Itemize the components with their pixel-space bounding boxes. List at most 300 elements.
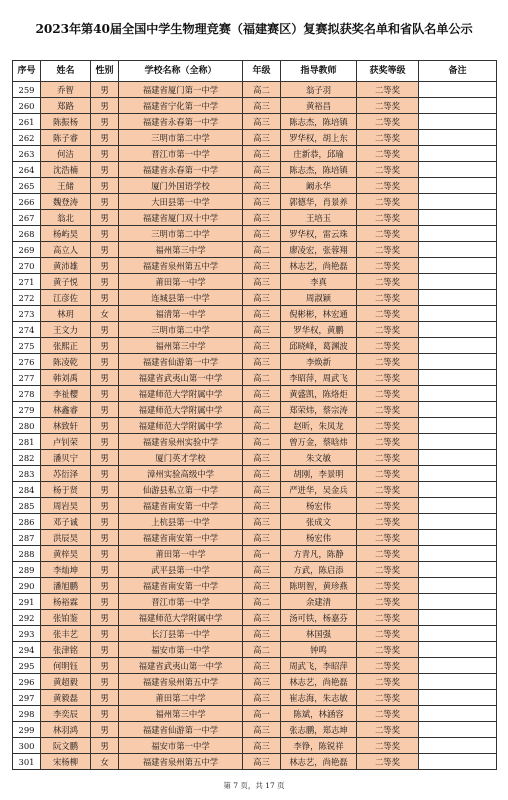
cell-grade: 高三 — [243, 562, 281, 578]
table-row — [13, 178, 497, 194]
cell-index: 290 — [13, 578, 41, 594]
table-row — [13, 754, 497, 770]
table-row — [13, 306, 497, 322]
table-row — [13, 130, 497, 146]
cell-teacher: 张志鹏，郑志坤 — [281, 722, 357, 738]
cell-school: 三明市第二中学 — [119, 322, 243, 338]
cell-gender: 男 — [91, 338, 119, 354]
cell-note — [419, 258, 497, 274]
cell-name: 卢钊荣 — [41, 434, 91, 450]
cell-grade: 高三 — [243, 674, 281, 690]
cell-gender: 男 — [91, 130, 119, 146]
cell-grade: 高三 — [243, 530, 281, 546]
cell-grade: 高三 — [243, 146, 281, 162]
cell-school: 福建师范大学附属中学 — [119, 610, 243, 626]
cell-note — [419, 242, 497, 258]
cell-note — [419, 674, 497, 690]
header-award: 获奖等级 — [357, 61, 419, 82]
cell-teacher: 杨宏伟 — [281, 530, 357, 546]
cell-note — [419, 322, 497, 338]
cell-note — [419, 514, 497, 530]
cell-gender: 男 — [91, 578, 119, 594]
cell-index: 266 — [13, 194, 41, 210]
cell-school: 福州第三中学 — [119, 706, 243, 722]
cell-school: 福建省泉州实验中学 — [119, 434, 243, 450]
cell-grade: 高三 — [243, 162, 281, 178]
cell-index: 297 — [13, 690, 41, 706]
cell-name: 张熙正 — [41, 338, 91, 354]
cell-award: 二等奖 — [357, 562, 419, 578]
cell-award: 二等奖 — [357, 258, 419, 274]
cell-index: 299 — [13, 722, 41, 738]
cell-school: 福建省厦门双十中学 — [119, 210, 243, 226]
cell-school: 连城县第一中学 — [119, 290, 243, 306]
cell-gender: 男 — [91, 546, 119, 562]
cell-gender: 男 — [91, 514, 119, 530]
cell-index: 276 — [13, 354, 41, 370]
cell-teacher: 钟鸣 — [281, 642, 357, 658]
cell-name: 林鑫睿 — [41, 402, 91, 418]
cell-school: 上杭县第一中学 — [119, 514, 243, 530]
cell-teacher: 陈志杰，陈培镇 — [281, 162, 357, 178]
cell-teacher: 严进华，吴金兵 — [281, 482, 357, 498]
cell-grade: 高三 — [243, 98, 281, 114]
cell-award: 二等奖 — [357, 274, 419, 290]
cell-note — [419, 338, 497, 354]
cell-award: 二等奖 — [357, 290, 419, 306]
cell-name: 郑路 — [41, 98, 91, 114]
header-name: 姓名 — [41, 61, 91, 82]
table-row — [13, 530, 497, 546]
cell-note — [419, 386, 497, 402]
cell-index: 271 — [13, 274, 41, 290]
cell-index: 259 — [13, 82, 41, 98]
cell-gender: 男 — [91, 370, 119, 386]
cell-grade: 高三 — [243, 322, 281, 338]
cell-gender: 男 — [91, 322, 119, 338]
table-body — [13, 82, 497, 770]
cell-name: 李祉樱 — [41, 386, 91, 402]
cell-index: 285 — [13, 498, 41, 514]
table-header-row — [13, 61, 497, 82]
cell-name: 杨裕霖 — [41, 594, 91, 610]
cell-gender: 男 — [91, 658, 119, 674]
cell-index: 262 — [13, 130, 41, 146]
cell-note — [419, 98, 497, 114]
table-row — [13, 370, 497, 386]
table-row — [13, 466, 497, 482]
cell-gender: 男 — [91, 258, 119, 274]
cell-award: 二等奖 — [357, 370, 419, 386]
cell-name: 洪辰昊 — [41, 530, 91, 546]
cell-award: 二等奖 — [357, 418, 419, 434]
cell-grade: 高三 — [243, 482, 281, 498]
cell-note — [419, 466, 497, 482]
cell-grade: 高三 — [243, 306, 281, 322]
cell-gender: 男 — [91, 354, 119, 370]
header-teacher: 指导教师 — [281, 61, 357, 82]
cell-gender: 男 — [91, 690, 119, 706]
cell-index: 283 — [13, 466, 41, 482]
cell-gender: 男 — [91, 210, 119, 226]
cell-school: 福建省永春第一中学 — [119, 114, 243, 130]
cell-teacher: 李铮，陈锐祥 — [281, 738, 357, 754]
cell-note — [419, 194, 497, 210]
cell-award: 二等奖 — [357, 722, 419, 738]
cell-teacher: 曾万金，蔡晗炜 — [281, 434, 357, 450]
cell-award: 二等奖 — [357, 386, 419, 402]
cell-school: 福建省泉州第五中学 — [119, 754, 243, 770]
cell-award: 二等奖 — [357, 610, 419, 626]
cell-index: 273 — [13, 306, 41, 322]
table-row — [13, 482, 497, 498]
cell-grade: 高三 — [243, 514, 281, 530]
cell-name: 林致轩 — [41, 418, 91, 434]
cell-note — [419, 130, 497, 146]
table-row — [13, 402, 497, 418]
cell-teacher: 方青凡，陈静 — [281, 546, 357, 562]
cell-index: 279 — [13, 402, 41, 418]
cell-name: 王文力 — [41, 322, 91, 338]
cell-award: 二等奖 — [357, 306, 419, 322]
cell-name: 杨屿昊 — [41, 226, 91, 242]
cell-teacher: 余建清 — [281, 594, 357, 610]
cell-grade: 高三 — [243, 690, 281, 706]
cell-name: 张津铭 — [41, 642, 91, 658]
table-row — [13, 594, 497, 610]
table-row — [13, 626, 497, 642]
cell-index: 263 — [13, 146, 41, 162]
cell-name: 潘贝宁 — [41, 450, 91, 466]
award-table — [12, 60, 497, 770]
cell-school: 福安市第一中学 — [119, 642, 243, 658]
cell-index: 292 — [13, 610, 41, 626]
cell-award: 二等奖 — [357, 658, 419, 674]
cell-index: 261 — [13, 114, 41, 130]
cell-index: 280 — [13, 418, 41, 434]
cell-name: 林羽鸿 — [41, 722, 91, 738]
cell-index: 298 — [13, 706, 41, 722]
cell-index: 296 — [13, 674, 41, 690]
cell-award: 二等奖 — [357, 450, 419, 466]
cell-name: 邓子诚 — [41, 514, 91, 530]
cell-award: 二等奖 — [357, 114, 419, 130]
table-row — [13, 338, 497, 354]
cell-note — [419, 658, 497, 674]
cell-school: 仙游县私立第一中学 — [119, 482, 243, 498]
cell-gender: 男 — [91, 178, 119, 194]
cell-name: 黄沛雄 — [41, 258, 91, 274]
cell-note — [419, 594, 497, 610]
cell-gender: 男 — [91, 594, 119, 610]
cell-gender: 男 — [91, 418, 119, 434]
cell-gender: 男 — [91, 434, 119, 450]
cell-grade: 高三 — [243, 626, 281, 642]
cell-school: 福建省南安第一中学 — [119, 578, 243, 594]
cell-teacher: 郑荣炜，蔡宗涛 — [281, 402, 357, 418]
cell-gender: 男 — [91, 226, 119, 242]
cell-grade: 高二 — [243, 82, 281, 98]
cell-teacher: 王培玉 — [281, 210, 357, 226]
cell-teacher: 林志艺，尚艳磊 — [281, 258, 357, 274]
cell-teacher: 赵昕，朱凤龙 — [281, 418, 357, 434]
cell-school: 福建师范大学附属中学 — [119, 402, 243, 418]
cell-name: 江彦佐 — [41, 290, 91, 306]
cell-grade: 高三 — [243, 578, 281, 594]
cell-name: 黄梓昊 — [41, 546, 91, 562]
cell-gender: 男 — [91, 610, 119, 626]
cell-teacher: 李焕新 — [281, 354, 357, 370]
cell-teacher: 陈志杰，陈培镇 — [281, 114, 357, 130]
cell-grade: 高三 — [243, 338, 281, 354]
cell-teacher: 杨宏伟 — [281, 498, 357, 514]
cell-gender: 男 — [91, 674, 119, 690]
cell-award: 二等奖 — [357, 226, 419, 242]
header-gender: 性别 — [91, 61, 119, 82]
cell-index: 293 — [13, 626, 41, 642]
table-row — [13, 82, 497, 98]
cell-teacher: 陈斌，林涵容 — [281, 706, 357, 722]
cell-note — [419, 306, 497, 322]
cell-school: 福建省南安第一中学 — [119, 530, 243, 546]
cell-gender: 男 — [91, 146, 119, 162]
cell-name: 黄子悦 — [41, 274, 91, 290]
cell-award: 二等奖 — [357, 194, 419, 210]
cell-gender: 男 — [91, 466, 119, 482]
cell-grade: 高三 — [243, 386, 281, 402]
cell-note — [419, 450, 497, 466]
cell-award: 二等奖 — [357, 402, 419, 418]
cell-name: 周岩昊 — [41, 498, 91, 514]
cell-school: 厦门英才学校 — [119, 450, 243, 466]
cell-name: 阮文鹏 — [41, 738, 91, 754]
cell-teacher: 邱晓峰，葛渊波 — [281, 338, 357, 354]
cell-index: 272 — [13, 290, 41, 306]
cell-teacher: 张成文 — [281, 514, 357, 530]
cell-school: 福建省仙游第一中学 — [119, 354, 243, 370]
cell-note — [419, 178, 497, 194]
table-row — [13, 434, 497, 450]
cell-note — [419, 114, 497, 130]
cell-name: 何明钰 — [41, 658, 91, 674]
cell-award: 二等奖 — [357, 498, 419, 514]
cell-grade: 高三 — [243, 498, 281, 514]
cell-grade: 高三 — [243, 194, 281, 210]
cell-grade: 高三 — [243, 226, 281, 242]
cell-note — [419, 610, 497, 626]
table-row — [13, 210, 497, 226]
cell-teacher: 倪彬彬，林宏通 — [281, 306, 357, 322]
cell-note — [419, 530, 497, 546]
table-row — [13, 562, 497, 578]
table-row — [13, 146, 497, 162]
cell-name: 宋杨柳 — [41, 754, 91, 770]
cell-award: 二等奖 — [357, 354, 419, 370]
cell-school: 福建省泉州第五中学 — [119, 258, 243, 274]
cell-grade: 高三 — [243, 754, 281, 770]
cell-index: 284 — [13, 482, 41, 498]
cell-award: 二等奖 — [357, 690, 419, 706]
cell-gender: 男 — [91, 562, 119, 578]
cell-index: 295 — [13, 658, 41, 674]
cell-school: 福建师范大学附属中学 — [119, 386, 243, 402]
cell-note — [419, 738, 497, 754]
cell-grade: 高三 — [243, 258, 281, 274]
header-school: 学校名称（全称） — [119, 61, 243, 82]
cell-name: 张丰艺 — [41, 626, 91, 642]
cell-award: 二等奖 — [357, 98, 419, 114]
cell-index: 278 — [13, 386, 41, 402]
cell-note — [419, 706, 497, 722]
cell-award: 二等奖 — [357, 546, 419, 562]
cell-name: 沈浩楠 — [41, 162, 91, 178]
cell-award: 二等奖 — [357, 514, 419, 530]
cell-gender: 男 — [91, 386, 119, 402]
cell-grade: 高三 — [243, 658, 281, 674]
table-row — [13, 498, 497, 514]
cell-index: 269 — [13, 242, 41, 258]
cell-note — [419, 482, 497, 498]
cell-teacher: 阚永华 — [281, 178, 357, 194]
cell-school: 漳州实验高级中学 — [119, 466, 243, 482]
cell-index: 264 — [13, 162, 41, 178]
cell-grade: 高二 — [243, 370, 281, 386]
cell-index: 270 — [13, 258, 41, 274]
cell-teacher: 周淑颖 — [281, 290, 357, 306]
cell-name: 魏登涛 — [41, 194, 91, 210]
cell-school: 福建省武夷山第一中学 — [119, 370, 243, 386]
cell-note — [419, 146, 497, 162]
cell-name: 潘旭鹏 — [41, 578, 91, 594]
cell-grade: 高三 — [243, 130, 281, 146]
cell-school: 莆田第二中学 — [119, 690, 243, 706]
cell-name: 张铂鉴 — [41, 610, 91, 626]
cell-index: 287 — [13, 530, 41, 546]
cell-teacher: 李昭萍，周武飞 — [281, 370, 357, 386]
table-row — [13, 610, 497, 626]
cell-award: 二等奖 — [357, 530, 419, 546]
cell-teacher: 黄盛凯，陈烙炬 — [281, 386, 357, 402]
cell-grade: 高三 — [243, 466, 281, 482]
cell-award: 二等奖 — [357, 178, 419, 194]
table-row — [13, 274, 497, 290]
cell-index: 274 — [13, 322, 41, 338]
cell-index: 288 — [13, 546, 41, 562]
table-row — [13, 738, 497, 754]
cell-award: 二等奖 — [357, 578, 419, 594]
cell-name: 陈振杨 — [41, 114, 91, 130]
cell-name: 黄超毅 — [41, 674, 91, 690]
cell-award: 二等奖 — [357, 242, 419, 258]
cell-name: 何洁 — [41, 146, 91, 162]
cell-gender: 男 — [91, 738, 119, 754]
cell-award: 二等奖 — [357, 82, 419, 98]
cell-name: 陈子睿 — [41, 130, 91, 146]
cell-school: 厦门外国语学校 — [119, 178, 243, 194]
table-row — [13, 258, 497, 274]
cell-index: 282 — [13, 450, 41, 466]
cell-gender: 男 — [91, 194, 119, 210]
cell-school: 莆田第一中学 — [119, 546, 243, 562]
table-row — [13, 354, 497, 370]
cell-note — [419, 274, 497, 290]
cell-award: 二等奖 — [357, 706, 419, 722]
table-row — [13, 242, 497, 258]
cell-school: 福建省仙游第一中学 — [119, 722, 243, 738]
cell-award: 二等奖 — [357, 466, 419, 482]
table-row — [13, 642, 497, 658]
cell-note — [419, 578, 497, 594]
cell-grade: 高二 — [243, 418, 281, 434]
cell-gender: 女 — [91, 754, 119, 770]
table-row — [13, 194, 497, 210]
cell-gender: 男 — [91, 498, 119, 514]
cell-school: 长汀县第一中学 — [119, 626, 243, 642]
cell-school: 大田县第一中学 — [119, 194, 243, 210]
cell-index: 301 — [13, 754, 41, 770]
cell-school: 福建省武夷山第一中学 — [119, 658, 243, 674]
cell-note — [419, 642, 497, 658]
cell-school: 三明市第二中学 — [119, 130, 243, 146]
cell-grade: 高二 — [243, 642, 281, 658]
cell-grade: 高一 — [243, 546, 281, 562]
cell-award: 二等奖 — [357, 338, 419, 354]
cell-school: 晋江市第一中学 — [119, 594, 243, 610]
cell-grade: 高三 — [243, 354, 281, 370]
cell-teacher: 罗华权，雷云珠 — [281, 226, 357, 242]
cell-teacher: 罗华权，黄鹏 — [281, 322, 357, 338]
cell-name: 黄毅磊 — [41, 690, 91, 706]
cell-gender: 男 — [91, 290, 119, 306]
cell-teacher: 崔志海，朱志敏 — [281, 690, 357, 706]
cell-index: 277 — [13, 370, 41, 386]
cell-index: 281 — [13, 434, 41, 450]
table-row — [13, 418, 497, 434]
table-row — [13, 290, 497, 306]
cell-teacher: 郭德华，肖景养 — [281, 194, 357, 210]
cell-grade: 高三 — [243, 610, 281, 626]
cell-name: 乔智 — [41, 82, 91, 98]
cell-name: 韩刘禹 — [41, 370, 91, 386]
cell-grade: 高三 — [243, 178, 281, 194]
cell-grade: 高三 — [243, 290, 281, 306]
cell-gender: 男 — [91, 82, 119, 98]
cell-index: 300 — [13, 738, 41, 754]
cell-school: 福建省宁化第一中学 — [119, 98, 243, 114]
cell-name: 陈凌乾 — [41, 354, 91, 370]
table-row — [13, 674, 497, 690]
table-row — [13, 98, 497, 114]
cell-grade: 高二 — [243, 242, 281, 258]
cell-note — [419, 546, 497, 562]
cell-name: 高立人 — [41, 242, 91, 258]
cell-school: 福安市第一中学 — [119, 738, 243, 754]
cell-school: 福清第一中学 — [119, 306, 243, 322]
cell-teacher: 翁子羽 — [281, 82, 357, 98]
cell-school: 福建省泉州第五中学 — [119, 674, 243, 690]
cell-gender: 男 — [91, 626, 119, 642]
table-row — [13, 722, 497, 738]
cell-note — [419, 754, 497, 770]
cell-index: 294 — [13, 642, 41, 658]
page-title: 2023年第40届全国中学生物理竞赛（福建赛区）复赛拟获奖名单和省队名单公示 — [35, 22, 473, 36]
cell-school: 福建师范大学附属中学 — [119, 418, 243, 434]
cell-award: 二等奖 — [357, 754, 419, 770]
cell-note — [419, 226, 497, 242]
cell-award: 二等奖 — [357, 642, 419, 658]
cell-index: 275 — [13, 338, 41, 354]
cell-gender: 男 — [91, 706, 119, 722]
